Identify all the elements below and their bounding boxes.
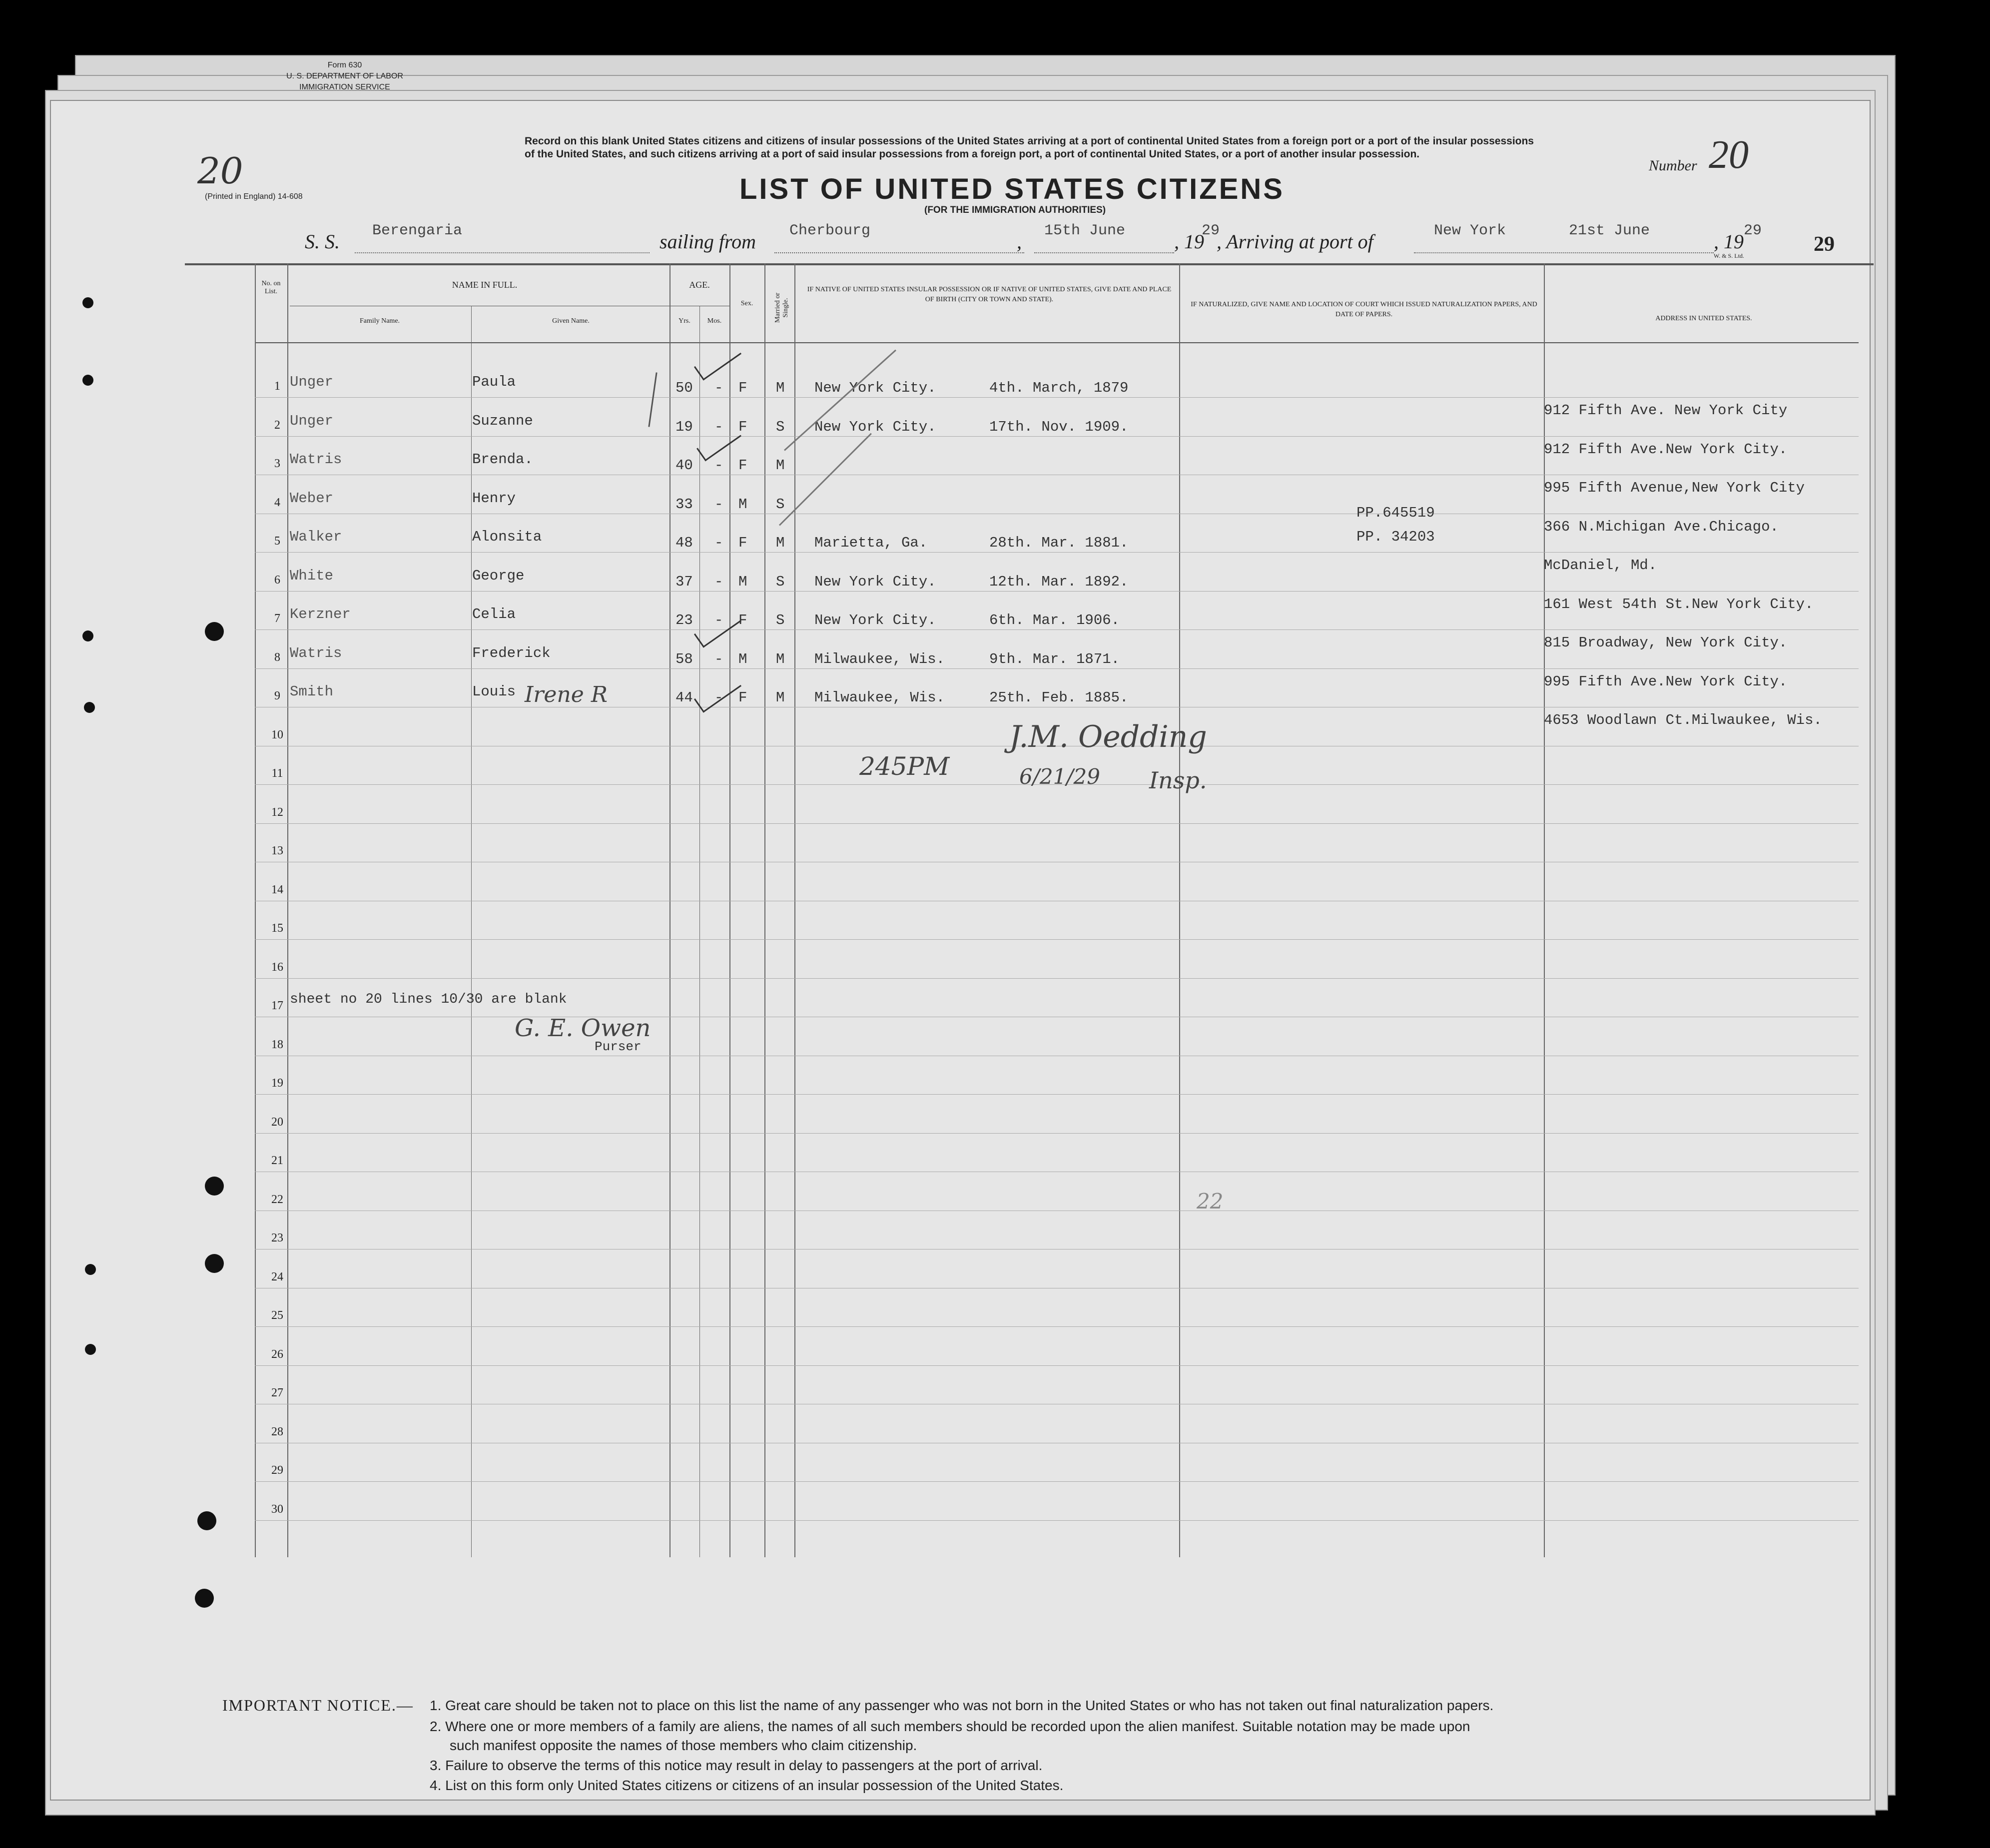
number-label: Number bbox=[1649, 157, 1697, 174]
family-name: Kerzner bbox=[290, 606, 351, 622]
row-number: 18 bbox=[271, 1038, 283, 1051]
age-years: 50 bbox=[675, 380, 693, 396]
sex: F bbox=[738, 380, 747, 396]
year-prefix-text: 19 bbox=[1724, 230, 1744, 253]
form-header bbox=[215, 60, 475, 93]
row-number: 23 bbox=[271, 1232, 283, 1244]
year-prefix-text: 19 bbox=[1184, 230, 1204, 253]
sex: F bbox=[738, 689, 747, 706]
row-number: 17 bbox=[271, 999, 283, 1012]
year-prefix-2: , 19 bbox=[1714, 230, 1744, 253]
to-port: New York bbox=[1434, 222, 1506, 239]
binder-hole bbox=[85, 1344, 96, 1355]
row-rule bbox=[255, 436, 1859, 437]
inspector-signature: J.M. Oedding bbox=[1009, 719, 1207, 754]
manifest-sheet bbox=[50, 100, 1871, 1801]
age-months: - bbox=[714, 535, 723, 551]
row-number: 1 bbox=[274, 380, 280, 393]
row-rule bbox=[255, 1520, 1859, 1521]
row-number: 12 bbox=[271, 805, 283, 819]
row-rule bbox=[255, 397, 1859, 398]
header-sex: Sex. bbox=[740, 300, 753, 307]
row-number: 2 bbox=[274, 418, 280, 432]
given-name: Henry bbox=[472, 490, 516, 507]
row-number: 14 bbox=[271, 883, 283, 896]
age-months: - bbox=[714, 650, 723, 667]
ss-label: S. S. bbox=[305, 230, 340, 253]
birth-date: 12th. Mar. 1892. bbox=[989, 573, 1129, 590]
us-address: 995 Fifth Avenue,New York City bbox=[1544, 480, 1805, 496]
row-rule bbox=[255, 552, 1859, 553]
header-yrs: Yrs. bbox=[678, 317, 690, 325]
us-address: 366 N.Michigan Ave.Chicago. bbox=[1544, 518, 1779, 535]
row-number: 15 bbox=[271, 922, 283, 935]
purser-signature: G. E. Owen bbox=[515, 1014, 651, 1042]
row-number: 25 bbox=[271, 1309, 283, 1322]
row-number: 10 bbox=[271, 728, 283, 741]
header-bottom-rule bbox=[255, 342, 1859, 343]
header-address: ADDRESS IN UNITED STATES. bbox=[1655, 315, 1752, 322]
age-months: - bbox=[714, 457, 723, 474]
age-years: 33 bbox=[675, 496, 693, 513]
col-rule bbox=[1179, 263, 1180, 1557]
header-given: Given Name. bbox=[552, 317, 590, 325]
stamp-time: 245PM bbox=[859, 752, 950, 781]
row-number: 29 bbox=[271, 1464, 283, 1477]
binder-hole bbox=[82, 297, 93, 308]
sex: F bbox=[738, 418, 747, 435]
birth-date: 25th. Feb. 1885. bbox=[989, 689, 1129, 706]
header-naturalized: IF NATURALIZED, GIVE NAME AND LOCATION OF COURT WHICH ISSUED NATURALIZATION PAPERS, AND DATE OF PAPERS. bbox=[1191, 301, 1537, 318]
notice-heading: IMPORTANT NOTICE.— bbox=[222, 1696, 414, 1714]
col-rule bbox=[699, 306, 700, 1557]
age-months: - bbox=[714, 689, 723, 706]
family-name: Watris bbox=[290, 451, 342, 468]
row-rule bbox=[255, 1365, 1859, 1366]
us-address: 815 Broadway, New York City. bbox=[1544, 634, 1788, 651]
date-line bbox=[1034, 252, 1174, 253]
row-rule bbox=[255, 978, 1859, 979]
row-number: 21 bbox=[271, 1154, 283, 1167]
us-address: 4653 Woodlawn Ct.Milwaukee, Wis. bbox=[1544, 712, 1822, 728]
row-number: 20 bbox=[271, 1115, 283, 1129]
age-years: 40 bbox=[675, 457, 693, 474]
given-name: Brenda. bbox=[472, 451, 533, 468]
row-number: 8 bbox=[274, 650, 280, 664]
header-family: Family Name. bbox=[359, 317, 400, 325]
age-years: 19 bbox=[675, 418, 693, 435]
family-name: Watris bbox=[290, 644, 342, 661]
age-months: - bbox=[714, 380, 723, 396]
sex: M bbox=[738, 496, 747, 513]
marital-status: S bbox=[776, 612, 785, 628]
row-number: 30 bbox=[271, 1502, 283, 1516]
arriving-label: , Arriving at port of bbox=[1217, 230, 1373, 253]
header-birth: IF NATIVE OF UNITED STATES INSULAR POSSESSION OR IF NATIVE OF UNITED STATES, GIVE DATE AND PLACE OF BIRTH (CITY OR TOWN AND STATE). bbox=[807, 286, 1172, 303]
from-year: 29 bbox=[1202, 222, 1220, 239]
birth-place: New York City. bbox=[814, 380, 936, 396]
age-years: 37 bbox=[675, 573, 693, 590]
row-number: 19 bbox=[271, 1077, 283, 1090]
year-prefix: , 19 bbox=[1174, 230, 1204, 253]
col-rule bbox=[729, 263, 730, 1557]
age-months: - bbox=[714, 418, 723, 435]
notice-item-3: 3. Failure to observe the terms of this notice may result in delay to passengers at the port of arrival. bbox=[430, 1758, 1043, 1773]
given-name: Alonsita bbox=[472, 529, 542, 545]
record-instructions: Record on this blank United States citizens and citizens of insular possessions of the United States arriving at a port of continental United States from a foreign port or a port of the insular possessions of the United States, and such citizens arriving at a port of said insular possessions from a foreign port, a port of continental United States, or a port of another insular possession. bbox=[525, 135, 1534, 160]
sex: M bbox=[738, 573, 747, 590]
row-number: 22 bbox=[271, 1193, 283, 1206]
marital-status: S bbox=[776, 496, 785, 513]
header-name-in-full: NAME IN FULL. bbox=[452, 280, 518, 290]
louis-handwriting: Irene R bbox=[525, 682, 608, 707]
row-rule bbox=[255, 1094, 1859, 1095]
from-line bbox=[774, 252, 1024, 253]
col-rule bbox=[471, 306, 472, 1557]
age-years: 48 bbox=[675, 535, 693, 551]
row-number: 5 bbox=[274, 535, 280, 548]
marital-status: M bbox=[776, 535, 785, 551]
given-name: George bbox=[472, 567, 525, 584]
sex: F bbox=[738, 457, 747, 474]
col-rule bbox=[1544, 263, 1545, 1557]
notice-item-1: 1. Great care should be taken not to place on this list the name of any passenger who was not born in the United States or who has not taken out final naturalization papers. bbox=[430, 1698, 1494, 1713]
birth-date: 28th. Mar. 1881. bbox=[989, 535, 1129, 551]
notice-item-2-cont: such manifest opposite the names of those members who claim citizenship. bbox=[450, 1738, 917, 1753]
col-rule bbox=[669, 263, 670, 1557]
marital-status: S bbox=[776, 418, 785, 435]
sailing-from-label: sailing from bbox=[660, 230, 756, 253]
row-number: 11 bbox=[271, 767, 283, 780]
given-name: Suzanne bbox=[472, 412, 533, 429]
age-years: 58 bbox=[675, 650, 693, 667]
from-date: 15th June bbox=[1044, 222, 1126, 239]
family-name: White bbox=[290, 567, 334, 584]
stamp-date: 6/21/29 bbox=[1019, 764, 1100, 789]
age-months: - bbox=[714, 612, 723, 628]
header-married: Married or Single. bbox=[774, 292, 789, 323]
binder-hole bbox=[85, 1264, 96, 1275]
binder-hole bbox=[195, 1589, 214, 1608]
department: U. S. DEPARTMENT OF LABOR bbox=[286, 72, 403, 80]
to-date: 21st June bbox=[1569, 222, 1650, 239]
handwritten-number: 20 bbox=[197, 150, 243, 192]
family-name: Unger bbox=[290, 374, 334, 390]
number-value: 20 bbox=[1709, 133, 1749, 177]
family-name: Unger bbox=[290, 412, 334, 429]
notice-item-2: 2. Where one or more members of a family are aliens, the names of all such members should be recorded upon the alien manifest. Suitable notation may be made upon bbox=[430, 1719, 1470, 1734]
col-rule bbox=[764, 263, 765, 1557]
us-address: McDaniel, Md. bbox=[1544, 557, 1657, 574]
family-name: Smith bbox=[290, 683, 334, 700]
sheet-number: 29 bbox=[1814, 233, 1835, 256]
birth-place: Marietta, Ga. bbox=[814, 535, 928, 551]
binder-hole bbox=[197, 1511, 216, 1530]
marital-status: M bbox=[776, 650, 785, 667]
given-name: Frederick bbox=[472, 644, 551, 661]
us-address: 912 Fifth Ave.New York City. bbox=[1544, 441, 1788, 458]
row-number: 4 bbox=[274, 496, 280, 509]
table-top-rule bbox=[185, 263, 1874, 265]
arrival-line bbox=[1414, 252, 1714, 253]
from-port: Cherbourg bbox=[789, 222, 871, 239]
family-name: Walker bbox=[290, 529, 342, 545]
margin-number: 22 bbox=[1197, 1189, 1224, 1214]
given-name: Paula bbox=[472, 374, 516, 390]
birth-place: New York City. bbox=[814, 573, 936, 590]
row-number: 13 bbox=[271, 844, 283, 857]
naturalization-papers: PP.645519 bbox=[1356, 505, 1435, 521]
family-name: Weber bbox=[290, 490, 334, 507]
stamp-inspector: Insp. bbox=[1149, 767, 1207, 794]
row-number: 27 bbox=[271, 1386, 283, 1399]
col-rule bbox=[794, 263, 795, 1557]
us-address: 912 Fifth Ave. New York City bbox=[1544, 402, 1788, 419]
binder-hole bbox=[205, 622, 224, 641]
service: IMMIGRATION SERVICE bbox=[299, 83, 390, 91]
row-rule bbox=[255, 591, 1859, 592]
row-number: 9 bbox=[274, 689, 280, 702]
marital-status: M bbox=[776, 380, 785, 396]
birth-place: New York City. bbox=[814, 612, 936, 628]
us-address: 161 West 54th St.New York City. bbox=[1544, 596, 1814, 613]
row-rule bbox=[255, 1133, 1859, 1134]
birth-date: 4th. March, 1879 bbox=[989, 380, 1129, 396]
header-age: AGE. bbox=[689, 280, 710, 290]
birth-place: New York City. bbox=[814, 418, 936, 435]
age-months: - bbox=[714, 573, 723, 590]
given-name: Celia bbox=[472, 606, 516, 622]
binder-hole bbox=[205, 1254, 224, 1273]
birth-place: Milwaukee, Wis. bbox=[814, 650, 945, 667]
blank-lines-note: sheet no 20 lines 10/30 are blank bbox=[290, 992, 567, 1007]
binder-hole bbox=[84, 702, 95, 713]
birth-date: 17th. Nov. 1909. bbox=[989, 418, 1129, 435]
marital-status: S bbox=[776, 573, 785, 590]
age-years: 23 bbox=[675, 612, 693, 628]
row-rule bbox=[255, 1481, 1859, 1482]
row-number: 6 bbox=[274, 573, 280, 587]
row-number: 28 bbox=[271, 1425, 283, 1438]
row-rule bbox=[255, 668, 1859, 669]
sex: F bbox=[738, 535, 747, 551]
naturalization-papers: PP. 34203 bbox=[1356, 528, 1435, 545]
notice-item-4: 4. List on this form only United States citizens or citizens of an insular possession of the United States. bbox=[430, 1778, 1064, 1793]
printer-mark: W. & S. Ltd. bbox=[1714, 252, 1744, 259]
row-rule bbox=[255, 629, 1859, 630]
binder-hole bbox=[82, 630, 93, 641]
binder-hole bbox=[82, 375, 93, 386]
age-months: - bbox=[714, 496, 723, 513]
birth-place: Milwaukee, Wis. bbox=[814, 689, 945, 706]
row-rule bbox=[255, 1326, 1859, 1327]
row-rule bbox=[255, 939, 1859, 940]
ship-line bbox=[355, 252, 650, 253]
header-mos: Mos. bbox=[707, 317, 722, 325]
us-address: 995 Fifth Ave.New York City. bbox=[1544, 673, 1788, 690]
to-year: 29 bbox=[1744, 222, 1762, 239]
row-number: 24 bbox=[271, 1270, 283, 1283]
page-title: LIST OF UNITED STATES CITIZENS bbox=[739, 173, 1285, 205]
ship-name: Berengaria bbox=[372, 222, 463, 239]
col-rule bbox=[255, 263, 256, 1557]
printed-note: (Printed in England) 14-608 bbox=[205, 192, 303, 201]
given-name: Louis bbox=[472, 683, 516, 700]
form-number: Form 630 bbox=[327, 61, 362, 69]
row-rule bbox=[255, 823, 1859, 824]
page-subtitle: (FOR THE IMMIGRATION AUTHORITIES) bbox=[924, 205, 1106, 215]
comma: , bbox=[1017, 230, 1022, 253]
birth-date: 6th. Mar. 1906. bbox=[989, 612, 1120, 628]
sex: F bbox=[738, 612, 747, 628]
header-no: No. on List. bbox=[261, 280, 281, 295]
row-number: 3 bbox=[274, 457, 280, 470]
birth-date: 9th. Mar. 1871. bbox=[989, 650, 1120, 667]
marital-status: M bbox=[776, 689, 785, 706]
binder-hole bbox=[205, 1177, 224, 1196]
purser-label: Purser bbox=[595, 1039, 642, 1054]
marital-status: M bbox=[776, 457, 785, 474]
row-number: 16 bbox=[271, 960, 283, 974]
sex: M bbox=[738, 650, 747, 667]
row-number: 7 bbox=[274, 612, 280, 625]
age-years: 44 bbox=[675, 689, 693, 706]
row-number: 26 bbox=[271, 1347, 283, 1361]
